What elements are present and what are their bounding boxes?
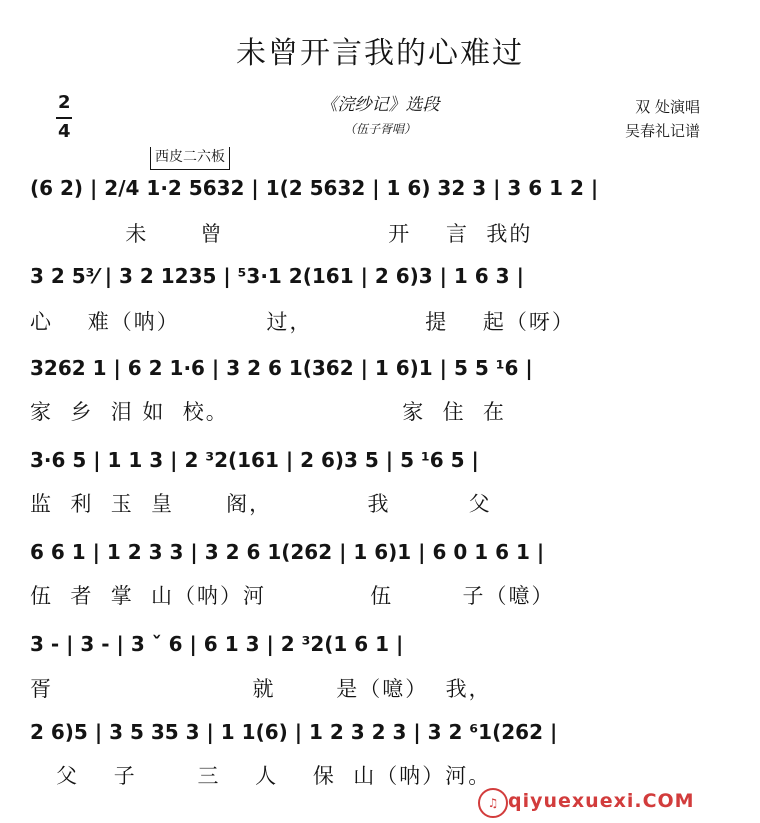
- notation-row-3: 3262 1 | 6 2 1·6 | 3 2 6 1(362 | 1 6)1 | 5 5 ¹6 |: [30, 356, 533, 380]
- notation-row-6: 3 - | 3 - | 3 ˇ 6 | 6 1 3 | 2 ³2(1 6 1 |: [30, 632, 404, 656]
- singer-credit: 双 处演唱: [635, 98, 700, 116]
- time-signature-top: 2: [58, 92, 71, 113]
- performer-note: （伍子胥唱）: [343, 122, 416, 136]
- notation-row-4: 3·6 5 | 1 1 3 | 2 ³2(161 | 2 6)3 5 | 5 ¹6 5 |: [30, 448, 479, 472]
- notation-row-2: 3 2 5³⁄ | 3 2 1235 | ⁵3·1 2(161 | 2 6)3 | 1 6 3 |: [30, 264, 524, 288]
- notation-row-1: (6 2) | 2/4 1·2 5632 | 1(2 5632 | 1 6) 32 3 | 3 6 1 2 |: [30, 176, 599, 200]
- lyric-row-7: 父 子 三 人 保 山（呐）河。: [30, 764, 492, 788]
- page-subtitle: 《浣纱记》选段: [320, 95, 440, 115]
- lyric-row-5: 伍 者 掌 山（呐）河 伍 子（噫）: [30, 584, 555, 608]
- time-signature-divider: [56, 117, 72, 119]
- notation-credit: 吴春礼记谱: [624, 122, 700, 140]
- lyric-row-3: 家 乡 泪 如 校。 家 住 在: [30, 400, 506, 424]
- lyric-row-2: 心 难（呐） 过， 提 起（呀）: [30, 310, 575, 334]
- time-signature-bottom: 4: [58, 121, 71, 142]
- lyric-row-6: 胥 就 是（噫） 我，: [30, 677, 492, 701]
- lyric-row-1: 未 曾 开 言 我的: [30, 222, 533, 246]
- watermark: qiyuexuexi.COM: [508, 790, 695, 812]
- watermark-logo: ♫: [478, 788, 508, 818]
- page-title: 未曾开言我的心难过: [236, 36, 524, 71]
- lyric-row-4: 监 利 玉 皇 阁， 我 父: [30, 492, 492, 516]
- banban-label: 西皮二六板: [150, 147, 230, 170]
- notation-row-5: 6 6 1 | 1 2 3 3 | 3 2 6 1(262 | 1 6)1 | 6 0 1 6 1 |: [30, 540, 545, 564]
- notation-row-7: 2 6)5 | 3 5 35 3 | 1 1(6) | 1 2 3 2 3 | 3 2 ⁶1(262 |: [30, 720, 558, 744]
